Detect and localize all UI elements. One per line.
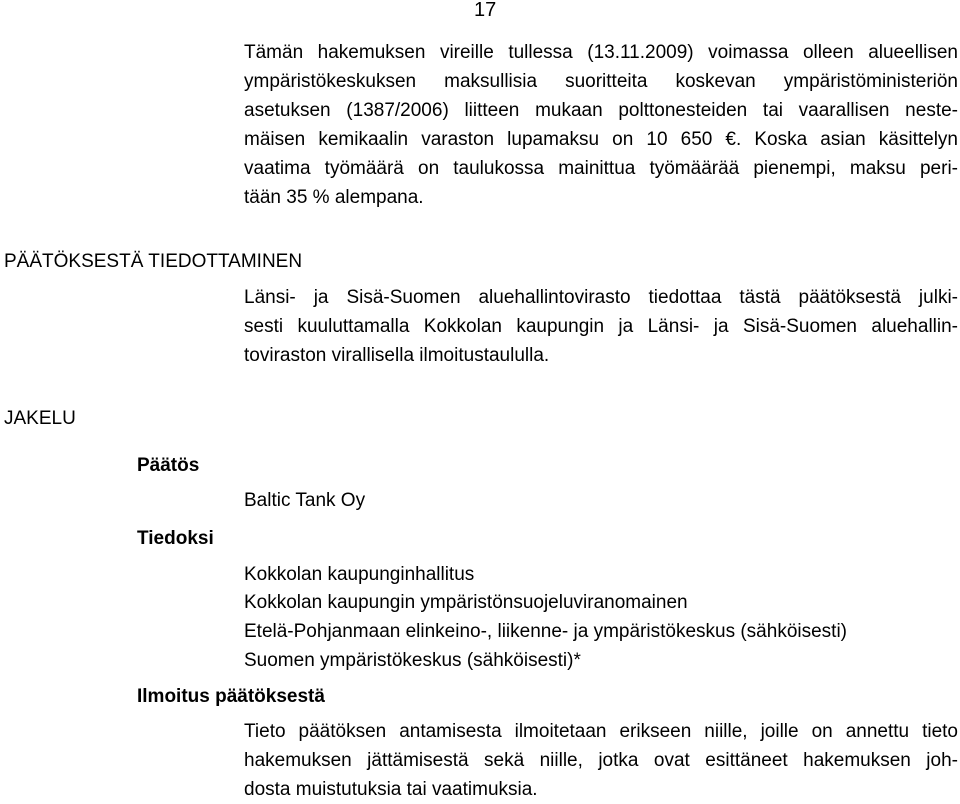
announcement-paragraph — [244, 717, 958, 804]
info-label: Tiedoksi — [137, 528, 214, 549]
fee-paragraph-line: Tämän hakemuksen vireille tullessa (13.11.2009) voimassa olleen alueellisen — [244, 42, 958, 63]
notification-paragraph-line: sesti kuuluttamalla Kokkolan kaupungin ja Länsi- ja Sisä-Suomen aluehallin- — [244, 316, 958, 337]
page-number: 17 — [474, 0, 497, 21]
announcement-paragraph-line: dosta muistutuksia tai vaatimuksia. — [244, 779, 538, 800]
notification-paragraph-line: Länsi- ja Sisä-Suomen aluehallintovirasto tiedottaa tästä päätöksestä julki- — [244, 287, 958, 308]
fee-paragraph-line: ympäristökeskuksen maksullisia suoritteita koskevan ympäristöministeriön — [244, 71, 958, 92]
info-recipient: Etelä-Pohjanmaan elinkeino-, liikenne- ja ympäristökeskus (sähköisesti) — [244, 621, 847, 642]
fee-paragraph-line: mäisen kemikaalin varaston lupamaksu on 10 650 €. Koska asian käsittelyn — [244, 129, 958, 150]
notification-paragraph-line: toviraston virallisella ilmoitustaululla. — [244, 345, 550, 366]
announcement-paragraph-line: hakemuksen jättämisestä sekä niille, jotka ovat esittäneet hakemuksen joh- — [244, 750, 958, 771]
decision-label: Päätös — [137, 455, 200, 476]
section-heading-notification: PÄÄTÖKSESTÄ TIEDOTTAMINEN — [4, 251, 303, 272]
decision-recipient: Baltic Tank Oy — [244, 490, 366, 511]
info-recipient: Suomen ympäristökeskus (sähköisesti)* — [244, 650, 581, 671]
fee-paragraph-line: vaatima työmäärä on taulukossa mainittua työmäärää pienempi, maksu peri- — [244, 158, 958, 179]
info-recipient: Kokkolan kaupunginhallitus — [244, 564, 475, 585]
section-heading-distribution: JAKELU — [4, 408, 76, 429]
fee-paragraph — [244, 38, 958, 212]
announcement-paragraph-line: Tieto päätöksen antamisesta ilmoitetaan erikseen niille, joille on annettu tieto — [244, 721, 958, 742]
announcement-label: Ilmoitus päätöksestä — [137, 686, 325, 707]
fee-paragraph-line: asetuksen (1387/2006) liitteen mukaan polttonesteiden tai vaarallisen neste- — [244, 100, 958, 121]
fee-paragraph-line: tään 35 % alempana. — [244, 187, 424, 208]
notification-paragraph — [244, 283, 958, 370]
info-recipient: Kokkolan kaupungin ympäristönsuojeluviranomainen — [244, 592, 688, 613]
